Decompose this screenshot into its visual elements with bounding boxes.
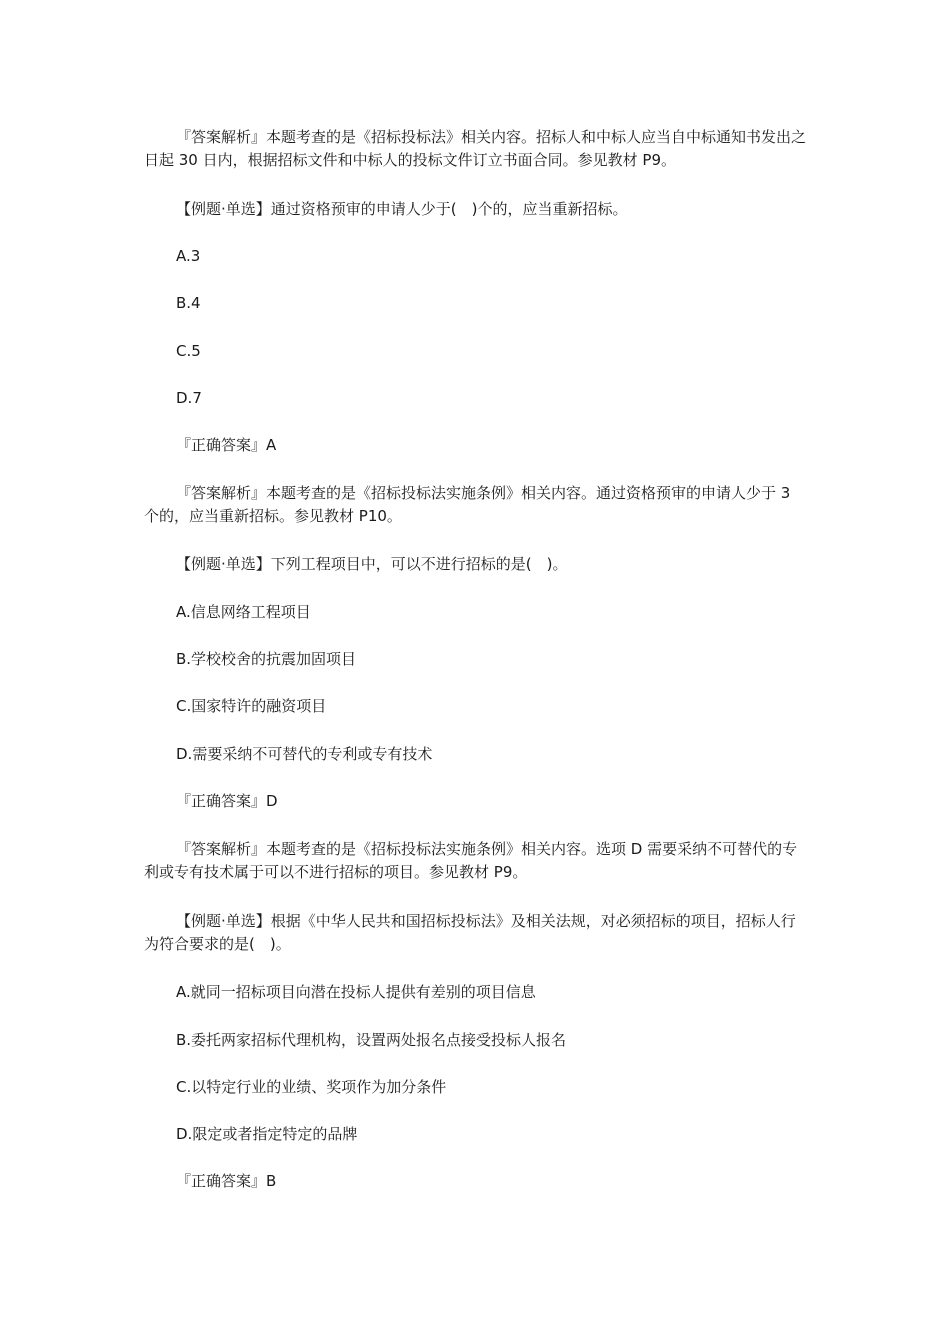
question-paragraph: 【例题·单选】下列工程项目中，可以不进行招标的是( )。 <box>176 555 568 573</box>
option-item: A.信息网络工程项目 <box>176 603 311 621</box>
answer-paragraph: 『正确答案』D <box>176 792 278 810</box>
option-item: D.7 <box>176 389 202 407</box>
analysis-paragraph: 『答案解析』本题考查的是《招标投标法实施条例》相关内容。选项 D 需要采纳不可替代的专利或专有技术属于可以不进行招标的项目。参见教材 P9。 <box>144 840 798 881</box>
option-item: C.国家特许的融资项目 <box>176 697 327 715</box>
option-item: C.5 <box>176 342 201 360</box>
option-item: A.就同一招标项目向潜在投标人提供有差别的项目信息 <box>176 983 536 1001</box>
question-paragraph: 【例题·单选】通过资格预审的申请人少于( )个的，应当重新招标。 <box>176 200 628 218</box>
option-item: B.4 <box>176 294 201 312</box>
option-item: B.委托两家招标代理机构，设置两处报名点接受投标人报名 <box>176 1031 567 1049</box>
answer-paragraph: 『正确答案』B <box>176 1172 277 1190</box>
option-item: A.3 <box>176 247 201 265</box>
option-item: D.需要采纳不可替代的专利或专有技术 <box>176 745 433 763</box>
option-item: C.以特定行业的业绩、奖项作为加分条件 <box>176 1078 447 1096</box>
analysis-paragraph: 『答案解析』本题考查的是《招标投标法》相关内容。招标人和中标人应当自中标通知书发出之日起 30 日内，根据招标文件和中标人的投标文件订立书面合同。参见教材 P9。 <box>144 128 807 169</box>
analysis-paragraph: 『答案解析』本题考查的是《招标投标法实施条例》相关内容。通过资格预审的申请人少于 3 个的，应当重新招标。参见教材 P10。 <box>144 484 791 525</box>
question-paragraph: 【例题·单选】根据《中华人民共和国招标投标法》及相关法规，对必须招标的项目，招标人行为符合要求的是( )。 <box>144 912 796 953</box>
option-item: B.学校校舍的抗震加固项目 <box>176 650 357 668</box>
option-item: D.限定或者指定特定的品牌 <box>176 1125 358 1143</box>
answer-paragraph: 『正确答案』A <box>176 436 277 454</box>
